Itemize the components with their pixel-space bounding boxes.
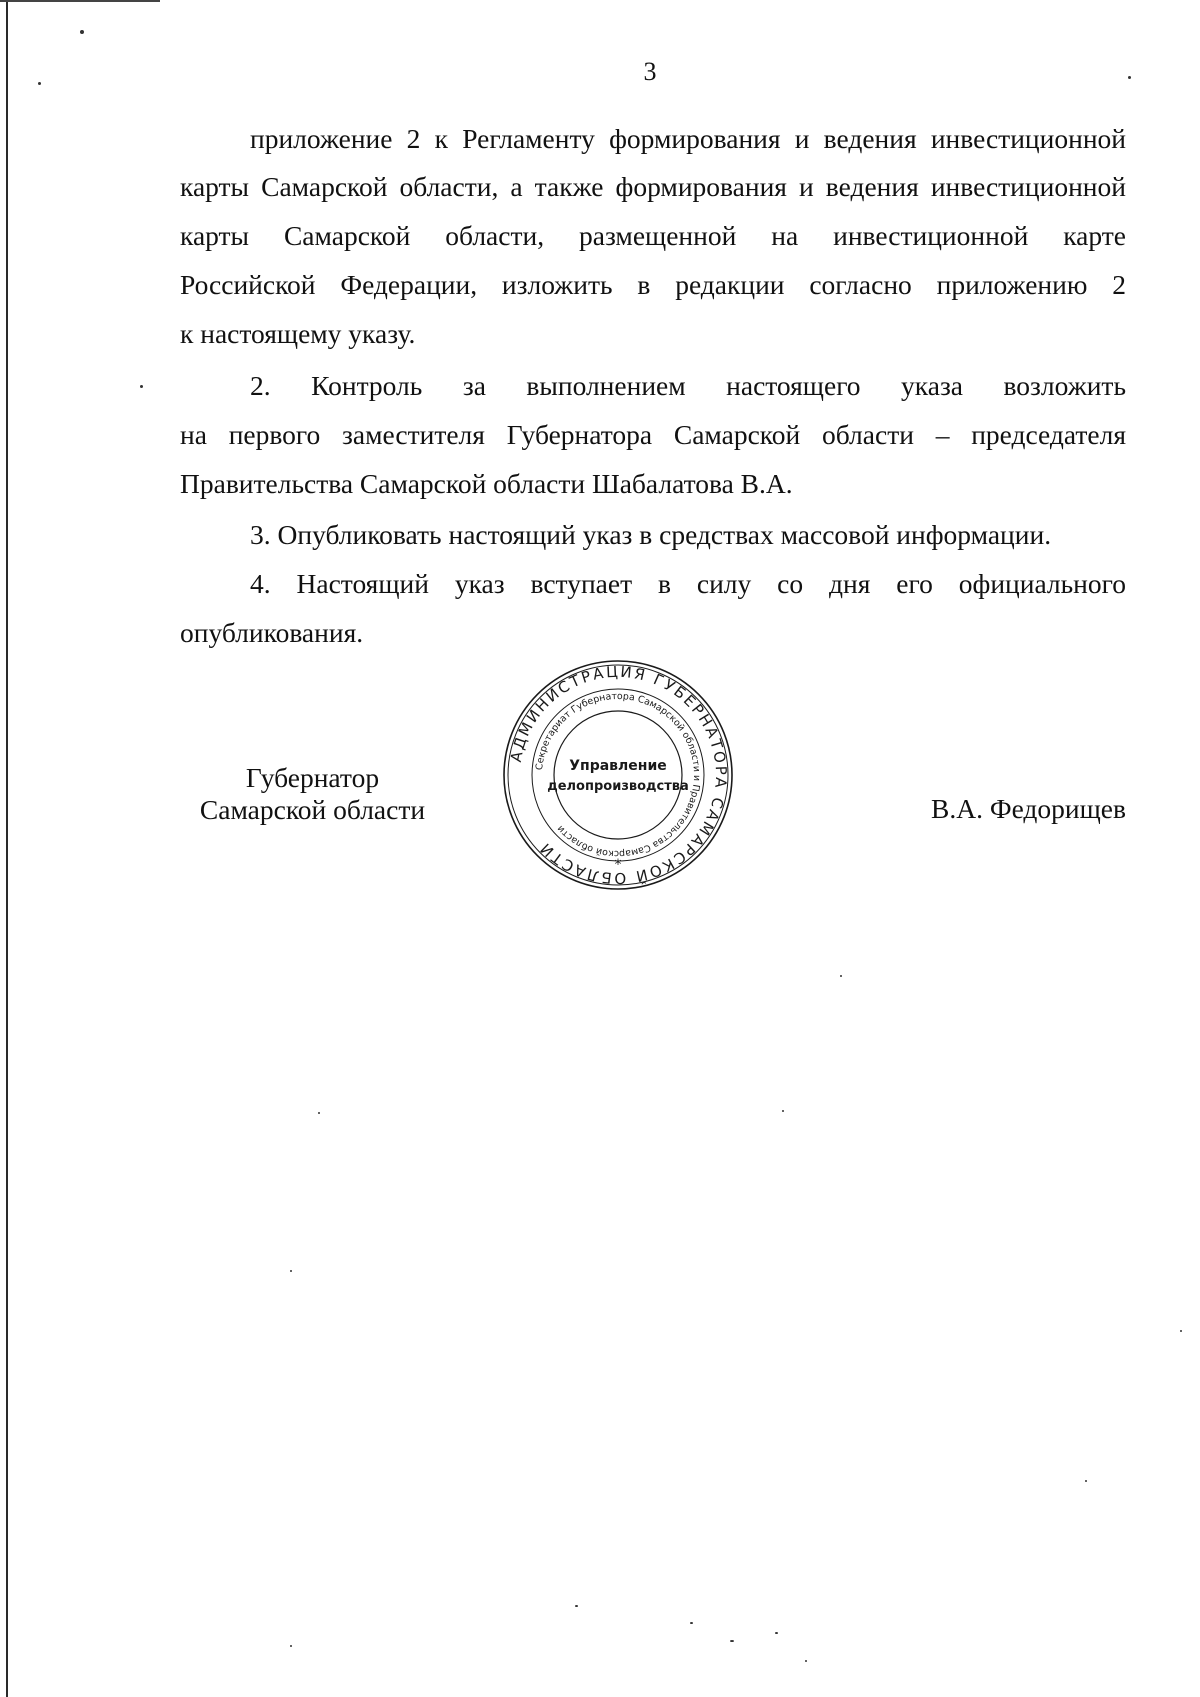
paragraph-1-line-1: приложение 2 к Регламенту формирования и ведения инвестиционной: [250, 123, 1126, 154]
seal-star: *: [614, 857, 622, 873]
scan-border: [6, 0, 8, 1697]
paragraph-1-line-4: Российской Федерации, изложить в редакции согласно приложению 2: [180, 269, 1126, 300]
scan-speck: [805, 1660, 807, 1662]
scan-speck: [782, 1110, 784, 1112]
seal-center-line-2: делопроизводства: [547, 779, 689, 794]
seal-center-line-1: Управление: [569, 758, 667, 774]
scan-speck: [775, 1632, 778, 1634]
signatory-title-line-2: Самарской области: [199, 794, 426, 825]
scan-speck: [140, 385, 143, 388]
page-number: 3: [643, 57, 657, 86]
paragraph-4-line-1: 4. Настоящий указ вступает в силу со дня его официального: [250, 568, 1126, 599]
official-seal: [500, 657, 736, 893]
scan-speck: [1180, 1330, 1182, 1332]
paragraph-4-line-2: опубликования.: [180, 617, 364, 648]
scan-speck: [730, 1640, 734, 1642]
scan-speck: [690, 1622, 693, 1624]
paragraph-3-line-1: 3. Опубликовать настоящий указ в средствах массовой информации.: [250, 519, 1052, 550]
scan-speck: [318, 1112, 320, 1114]
scan-speck: [840, 975, 842, 977]
seal-outer-text: АДМИНИСТРАЦИЯ ГУБЕРНАТОРА САМАРСКОЙ ОБЛАСТИ: [506, 662, 731, 888]
scan-speck: [38, 82, 41, 85]
seal-inner-text: Секретариат Губернатора Самарской области и Правительства Самарской области: [534, 690, 703, 860]
paragraph-2-line-3: Правительства Самарской области Шабалатова В.А.: [180, 468, 793, 499]
scan-speck: [1128, 76, 1131, 79]
paragraph-1-line-3: карты Самарской области, размещенной на инвестиционной карте: [180, 220, 1126, 251]
paragraph-2-line-1: 2. Контроль за выполнением настоящего указа возложить: [250, 370, 1126, 401]
scan-top-line: [0, 0, 160, 2]
scan-speck: [290, 1270, 292, 1272]
signatory-name: В.А. Федорищев: [931, 793, 1126, 824]
scan-speck: [575, 1605, 578, 1607]
paragraph-1-line-5: к настоящему указу.: [180, 318, 416, 349]
scan-speck: [1085, 1480, 1087, 1482]
paragraph-2-line-2: на первого заместителя Губернатора Самарской области – председателя: [180, 419, 1126, 450]
scan-speck: [80, 30, 84, 34]
scan-speck: [290, 1645, 292, 1647]
paragraph-1-line-2: карты Самарской области, а также формирования и ведения инвестиционной: [180, 171, 1126, 202]
signatory-title-line-1: Губернатор: [245, 762, 380, 793]
